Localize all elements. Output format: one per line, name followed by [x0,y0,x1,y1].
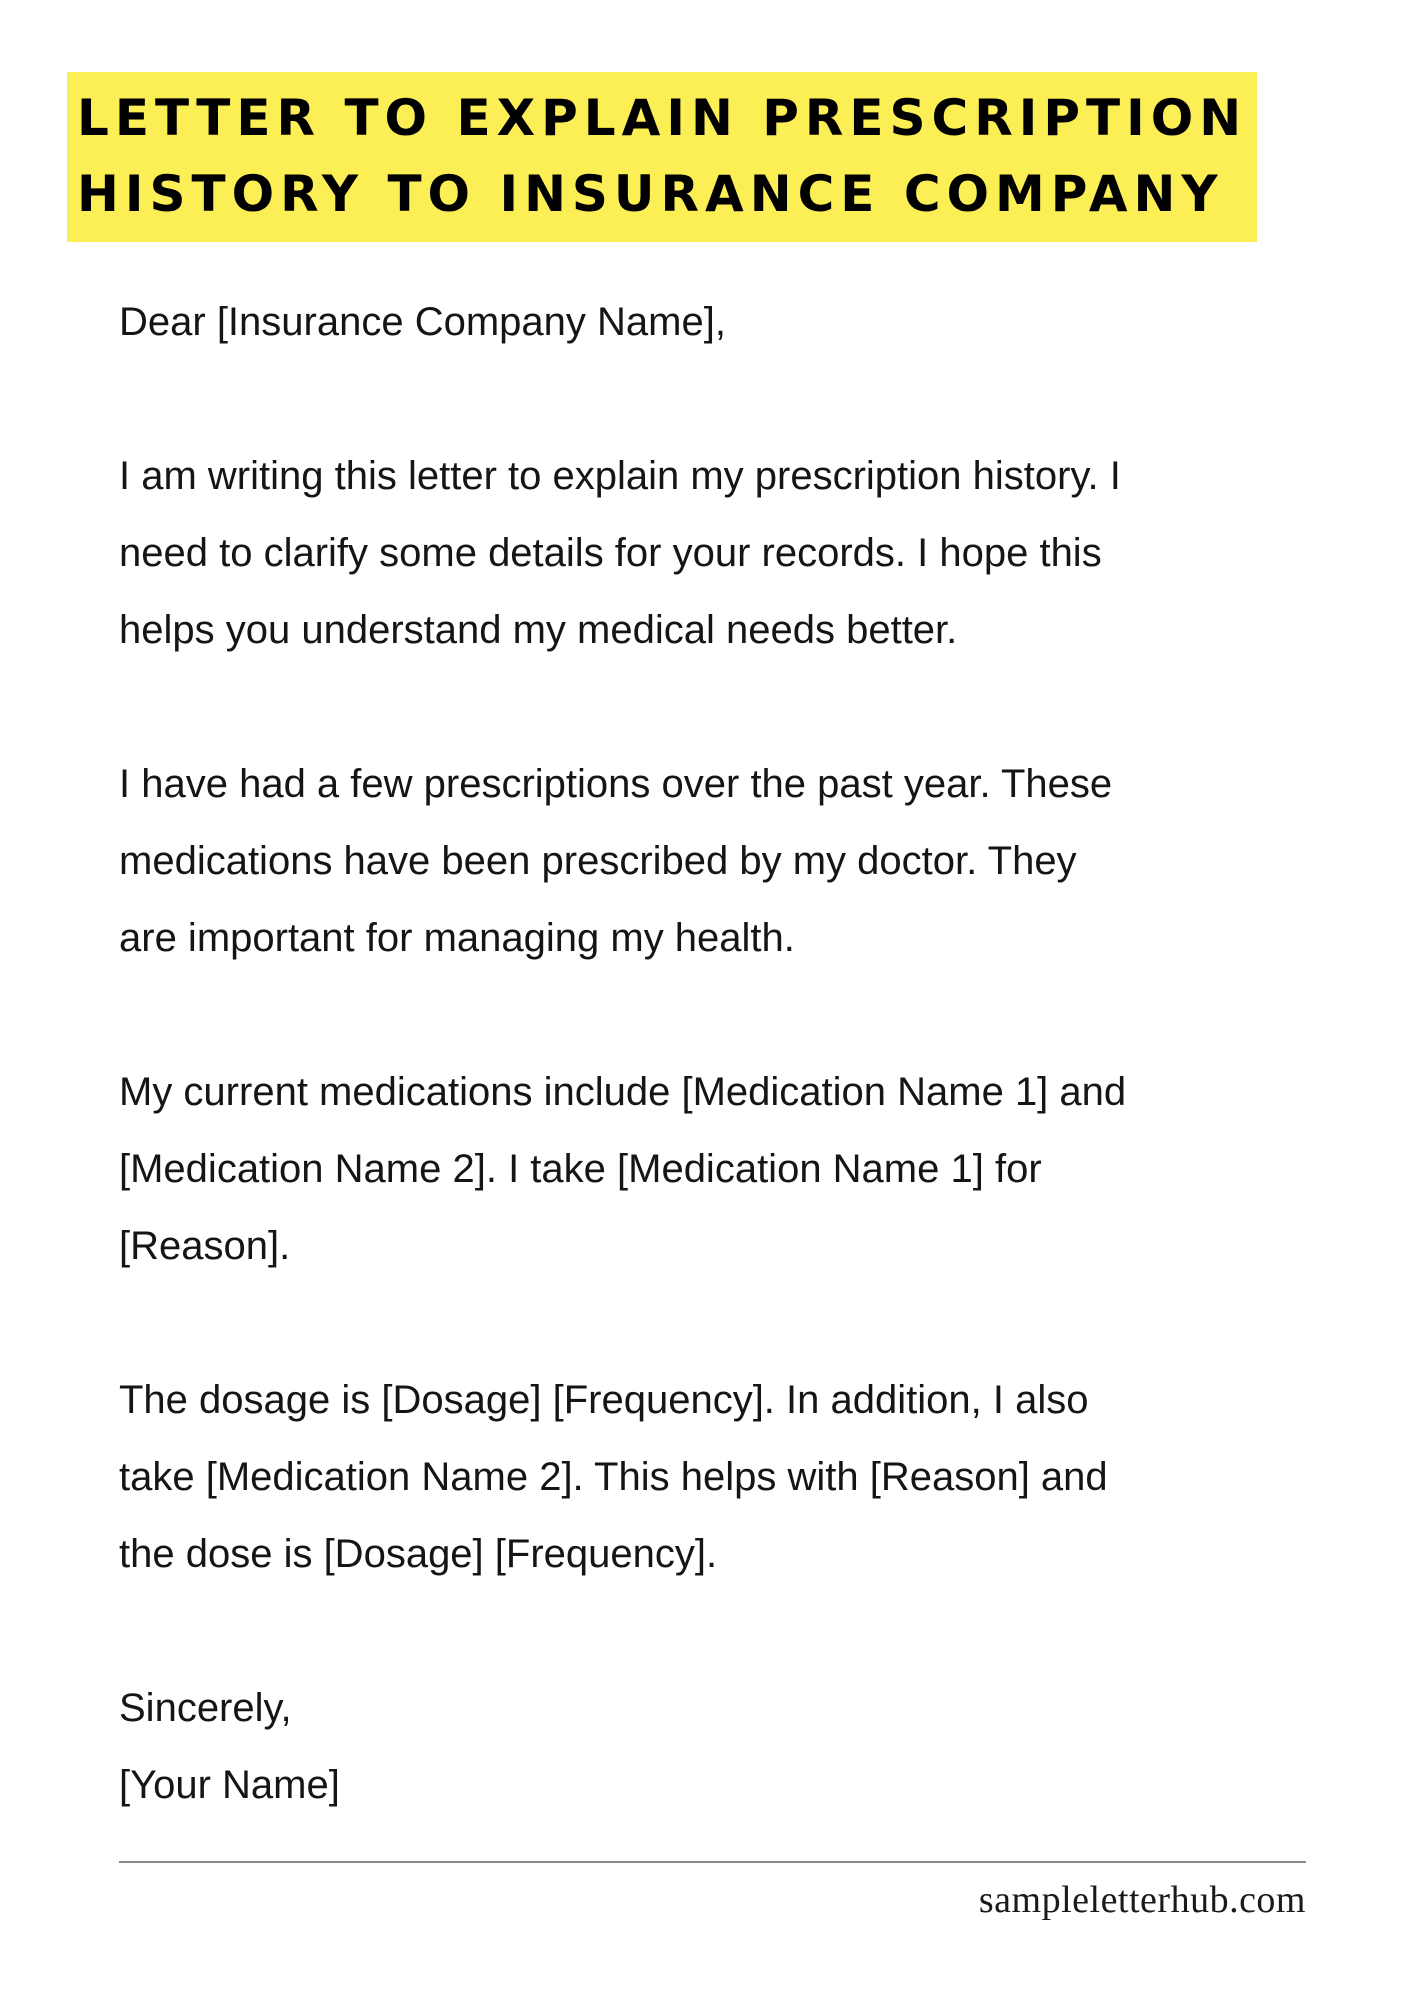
footer-site-name: sampleletterhub.com [978,1879,1306,1921]
closing: Sincerely, [119,1686,292,1730]
page-title [67,72,1257,242]
paragraph-line: need to clarify some details for your records. I hope this [119,531,1102,575]
paragraph-line: are important for managing my health. [119,916,795,960]
paragraph-line: the dose is [Dosage] [Frequency]. [119,1532,718,1576]
salutation: Dear [Insurance Company Name], [119,300,726,344]
title-line-1: LETTER TO EXPLAIN PRESCRIPTION [77,89,1248,147]
footer-divider [119,1861,1306,1863]
signature: [Your Name] [119,1763,340,1807]
paragraph-line: The dosage is [Dosage] [Frequency]. In addition, I also [119,1378,1089,1422]
paragraph-1 [119,438,1359,669]
paragraph-4 [119,1362,1359,1593]
paragraph-2 [119,746,1359,977]
title-line-2: HISTORY TO INSURANCE COMPANY [77,165,1224,223]
paragraph-line: My current medications include [Medication Name 1] and [119,1070,1127,1114]
paragraph-line: I am writing this letter to explain my prescription history. I [119,454,1121,498]
paragraph-line: take [Medication Name 2]. This helps with [Reason] and [119,1455,1108,1499]
paragraph-line: helps you understand my medical needs better. [119,608,958,652]
paragraph-line: I have had a few prescriptions over the past year. These [119,762,1113,806]
closing-block [119,1670,1359,1824]
paragraph-line: medications have been prescribed by my doctor. They [119,839,1077,883]
paragraph-line: [Medication Name 2]. I take [Medication Name 1] for [119,1147,1042,1191]
paragraph-3 [119,1054,1359,1285]
paragraph-line: [Reason]. [119,1224,291,1268]
letter-body [119,284,1359,1901]
